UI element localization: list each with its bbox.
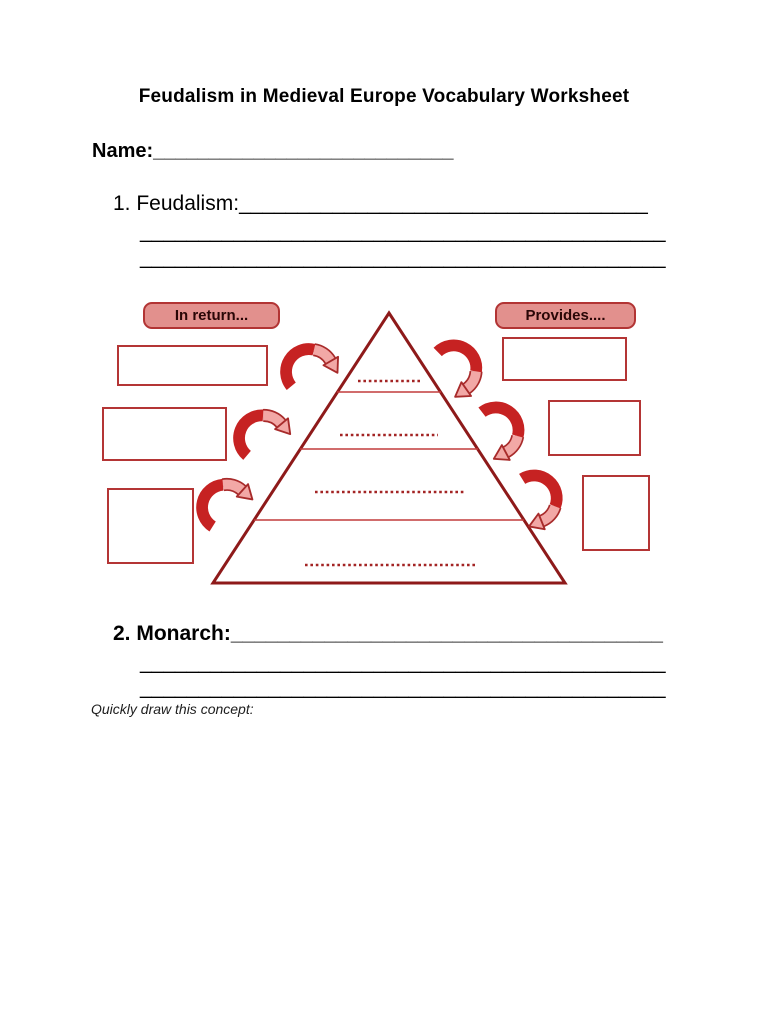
draw-concept-prompt: Quickly draw this concept: <box>91 701 254 717</box>
name-blank-line: ___________________________ <box>153 140 454 162</box>
page-title: Feudalism in Medieval Europe Vocabulary Worksheet <box>138 86 630 107</box>
question-2-blank-1: _____________________________________ <box>230 622 663 645</box>
question-2 <box>113 622 663 646</box>
curved-arrow-down-icon <box>480 407 519 460</box>
question-1-label: 1. Feudalism: <box>113 192 240 215</box>
name-field <box>92 140 453 163</box>
in-return-answer-box-1 <box>117 345 268 386</box>
question-1 <box>113 192 648 216</box>
question-2-label: 2. Monarch: <box>113 622 231 645</box>
question-1-blank-2: _____________________________________________ <box>140 220 666 243</box>
curved-arrow-up-icon <box>235 411 293 457</box>
question-2-blank-3: _____________________________________________ <box>140 676 666 699</box>
provides-header: Provides.... <box>495 302 636 329</box>
in-return-header: In return... <box>143 302 280 329</box>
curved-arrow-down-icon <box>437 344 479 399</box>
question-1-blank-1: ___________________________________ <box>239 192 648 215</box>
question-1-blank-3: _____________________________________________ <box>140 246 666 269</box>
name-label: Name: <box>92 140 154 162</box>
in-return-answer-box-2 <box>102 407 227 461</box>
in-return-answer-box-3 <box>107 488 194 564</box>
provides-answer-box-2 <box>548 400 641 456</box>
curved-arrow-up-icon <box>286 349 338 386</box>
question-2-blank-2: _____________________________________________ <box>140 651 666 674</box>
curved-arrow-up-icon <box>196 477 257 528</box>
provides-answer-box-1 <box>502 337 627 381</box>
provides-answer-box-3 <box>582 475 650 551</box>
